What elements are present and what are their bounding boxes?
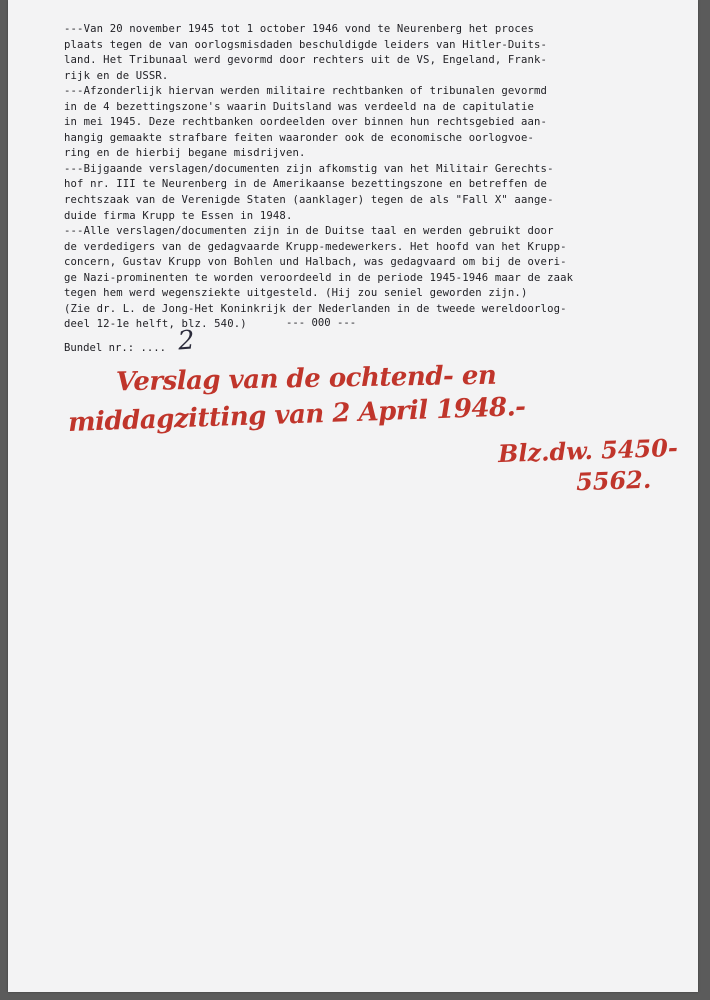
typed-text-block <box>64 22 674 333</box>
text-line: plaats tegen de van oorlogsmisdaden beschuldigde leiders van Hitler-Duits- <box>64 38 548 51</box>
text-line: tegen hem werd wegensziekte uitgesteld. (Hij zou seniel geworden zijn.) <box>64 287 528 300</box>
text-line: in mei 1945. Deze rechtbanken oordeelden over binnen hun rechtsgebied aan- <box>64 116 548 129</box>
handwritten-page-ref-line-2: 5562. <box>575 464 652 497</box>
text-line: de verdedigers van de gedagvaarde Krupp-medewerkers. Het hoofd van het Krupp- <box>64 240 567 253</box>
text-line: concern, Gustav Krupp von Bohlen und Halbach, was gedagvaard om bij de overi- <box>64 256 567 269</box>
text-line: ---Van 20 november 1945 tot 1 october 1946 vond te Neurenberg het proces <box>64 23 535 35</box>
handwritten-page-ref-line-1: Blz.dw. 5450- <box>497 432 679 469</box>
handwritten-title-line-2: middagzitting van 2 April 1948.- <box>67 392 526 438</box>
text-line: in de 4 bezettingszone's waarin Duitsland was verdeeld na de capitulatie <box>64 100 535 113</box>
text-line: ge Nazi-prominenten te worden veroordeeld in de periode 1945-1946 maar de zaak <box>64 271 574 284</box>
text-line: ring en de hierbij begane misdrijven. <box>64 147 306 160</box>
text-line: ---Alle verslagen/documenten zijn in de Duitse taal en werden gebruikt door <box>64 225 554 238</box>
text-line: land. Het Tribunaal werd gevormd door rechters uit de VS, Engeland, Frank- <box>64 54 548 67</box>
text-line: ---Bijgaande verslagen/documenten zijn afkomstig van het Militair Gerechts- <box>64 162 554 175</box>
bundel-label: Bundel nr.: .... <box>64 342 167 354</box>
text-line: ---Afzonderlijk hiervan werden militaire rechtbanken of tribunalen gevormd <box>64 85 548 98</box>
text-line: duide firma Krupp te Essen in 1948. <box>64 209 293 222</box>
bundel-number-handwritten: 2 <box>176 325 196 357</box>
text-line: hof nr. III te Neurenberg in de Amerikaanse bezettingszone en betreffen de <box>64 178 548 191</box>
text-line: (Zie dr. L. de Jong-Het Koninkrijk der Nederlanden in de tweede wereldoorlog- <box>64 302 567 315</box>
text-line: rechtszaak van de Verenigde Staten (aanklager) tegen de als "Fall X" aange- <box>64 194 554 207</box>
section-divider: --- 000 --- <box>286 317 357 329</box>
handwritten-title-line-1: Verslag van de ochtend- en <box>115 360 497 398</box>
text-line: deel 12-1e helft, blz. 540.) <box>64 318 247 331</box>
document-page <box>8 0 698 992</box>
text-line: hangig gemaakte strafbare feiten waaronder ook de economische oorlogvoe- <box>64 131 535 144</box>
text-line: rijk en de USSR. <box>64 69 169 82</box>
